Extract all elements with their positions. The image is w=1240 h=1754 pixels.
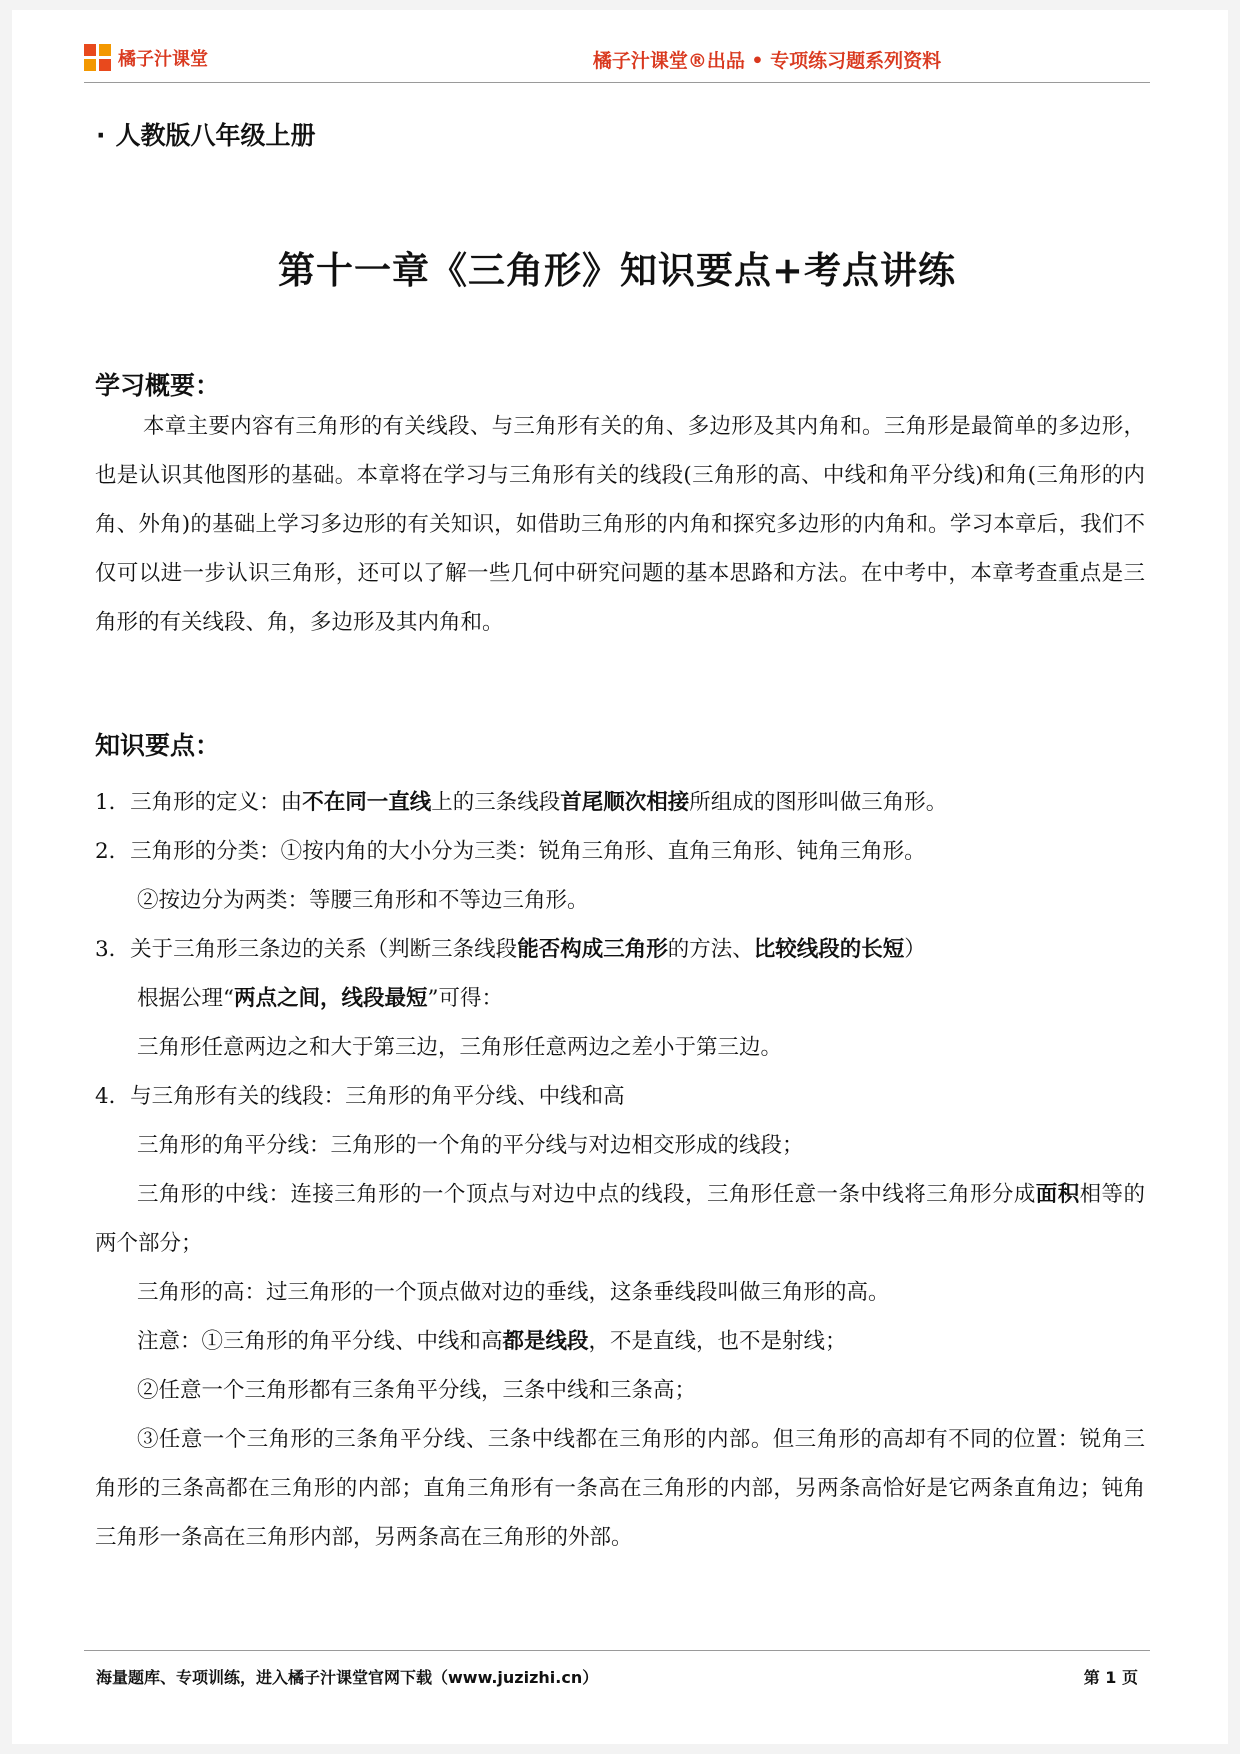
point-3-rule: 三角形任意两边之和大于第三边，三角形任意两边之差小于第三边。 <box>137 1035 783 1060</box>
point-1: 1．三角形的定义：由不在同一直线上的三条线段首尾顺次相接所组成的图形叫做三角形。 <box>95 790 948 815</box>
point-2: 2．三角形的分类：①按内角的大小分为三类：锐角三角形、直角三角形、钝角三角形。 <box>95 839 926 864</box>
edition-text: 人教版八年级上册 <box>115 121 316 150</box>
point-4-height: 三角形的高：过三角形的一个顶点做对边的垂线，这条垂线段叫做三角形的高。 <box>137 1280 890 1305</box>
brand-logo <box>84 44 208 72</box>
point-2-sub: ②按边分为两类：等腰三角形和不等边三角形。 <box>137 888 589 913</box>
point-4-note-1: 注意：①三角形的角平分线、中线和高都是线段，不是直线，也不是射线； <box>137 1329 847 1354</box>
point-4-note-3: ③任意一个三角形的三条角平分线、三条中线都在三角形的内部。但三角形的高却有不同的位置：锐角三角形的三条高都在三角形的内部；直角三角形有一条高在三角形的内部，另两条高恰好是它两条直角边；钝角三角形一条高在三角形内部，另两条高在三角形的外部。 <box>95 1427 1145 1550</box>
knowledge-heading: 知识要点： <box>95 731 221 760</box>
page-footer <box>84 1650 1150 1691</box>
footer-link-text: 海量题库、专项训练，进入橘子汁课堂官网下载（www.juzizhi.cn） <box>96 1668 599 1687</box>
point-4-bisector: 三角形的角平分线：三角形的一个角的平分线与对边相交形成的线段； <box>137 1133 804 1158</box>
point-4-note-2: ②任意一个三角形都有三条角平分线，三条中线和三条高； <box>137 1378 697 1403</box>
logo-icon <box>84 44 112 72</box>
overview-heading: 学习概要： <box>95 371 221 400</box>
overview-text: 本章主要内容有三角形的有关线段、与三角形有关的角、多边形及其内角和。三角形是最简单的多边形，也是认识其他图形的基础。本章将在学习与三角形有关的线段(三角形的高、中线和角平分线)和角(三角形的内角、外角)的基础上学习多边形的有关知识，如借助三角形的内角和探究多边形的内角和。学习本章后，我们不仅可以进一步认识三角形，还可以了解一些几何中研究问题的基本思路和方法。在中考中，本章考查重点是三角形的有关线段、角，多边形及其内角和。 <box>95 414 1145 635</box>
point-3: 3．关于三角形三条边的关系（判断三条线段能否构成三角形的方法、比较线段的长短） <box>95 937 926 962</box>
point-3-axiom: 根据公理“两点之间，线段最短”可得： <box>137 986 504 1011</box>
point-4: 4．与三角形有关的线段：三角形的角平分线、中线和高 <box>95 1084 625 1109</box>
edition-label <box>96 116 316 152</box>
header-banner: 橘子汁课堂®出品 • 专项练习题系列资料 <box>592 50 942 72</box>
page-header <box>84 38 1150 83</box>
point-4-median: 三角形的中线：连接三角形的一个顶点与对边中点的线段，三角形任意一条中线将三角形分成面积相等的两个部分； <box>95 1182 1145 1256</box>
knowledge-points <box>95 778 1145 1562</box>
page-title: 第十一章《三角形》知识要点+考点讲练 <box>277 248 956 292</box>
bullet-icon: · <box>96 121 106 150</box>
logo-text: 橘子汁课堂 <box>118 49 208 70</box>
page-number: 第 1 页 <box>1083 1668 1138 1687</box>
